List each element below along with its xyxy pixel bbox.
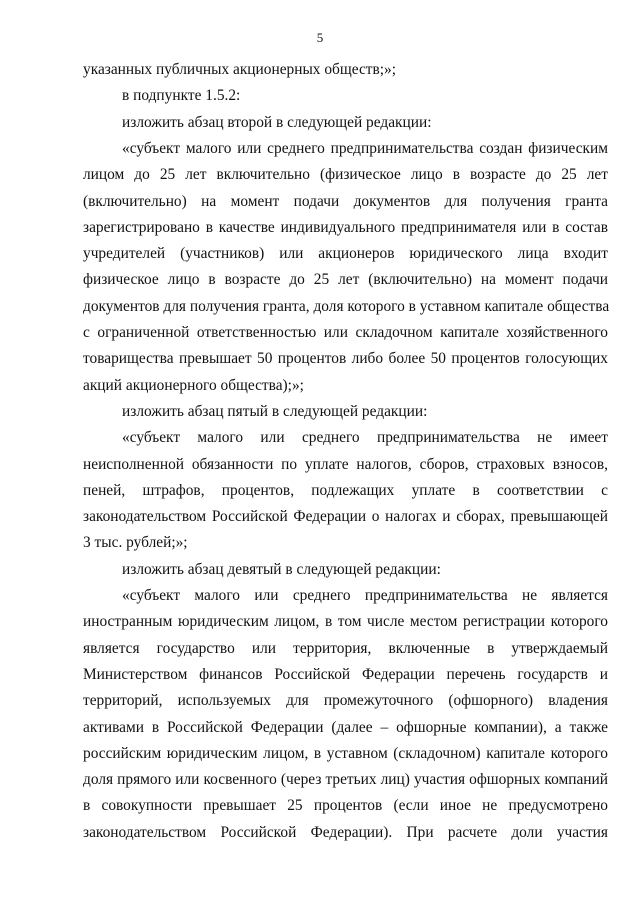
- text-line: акций акционерного общества);»;: [83, 376, 304, 394]
- text-line: доля прямого или косвенного (через третьих лиц) участия офшорных компаний: [83, 771, 608, 789]
- text-line: учредителей (участников) или акционеров юридического лица входит: [83, 245, 608, 263]
- text-line: неисполненной обязанности по уплате налогов, сборов, страховых взносов,: [83, 455, 608, 473]
- text-line: товарищества превышает 50 процентов либо более 50 процентов голосующих: [83, 350, 608, 368]
- text-line: изложить абзац второй в следующей редакции:: [122, 113, 432, 131]
- text-line: активами в Российской Федерации (далее – офшорные компании), а также: [83, 718, 608, 736]
- text-line: пеней, штрафов, процентов, подлежащих уплате в соответствии с: [83, 481, 608, 499]
- text-line: документов для получения гранта, доля которого в уставном капитале общества: [83, 297, 610, 315]
- text-line: «субъект малого или среднего предпринимательства создан физическим: [122, 139, 608, 157]
- text-line: иностранным юридическим лицом, в том числе местом регистрации которого: [83, 613, 608, 631]
- text-line: в подпункте 1.5.2:: [122, 87, 241, 105]
- text-line: физическое лицо в возрасте до 25 лет (включительно) на момент подачи: [83, 271, 608, 289]
- text-line: «субъект малого или среднего предпринимательства не имеет: [122, 429, 608, 447]
- text-line: зарегистрировано в качестве индивидуального предпринимателя или в состав: [83, 218, 608, 236]
- text-line: (включительно) на момент подачи документов для получения гранта: [83, 192, 608, 210]
- text-line: указанных публичных акционерных обществ;»;: [83, 61, 397, 78]
- text-line: лицом до 25 лет включительно (физическое лицо в возрасте до 25 лет: [83, 166, 608, 184]
- text-line: территорий, используемых для промежуточного (офшорного) владения: [83, 692, 608, 710]
- text-line: с ограниченной ответственностью или складочном капитале хозяйственного: [83, 324, 608, 341]
- text-line: российским юридическим лицом, в уставном (складочном) капитале которого: [83, 744, 608, 762]
- text-line: изложить абзац пятый в следующей редакции:: [122, 402, 428, 420]
- text-line: 3 тыс. рублей;»;: [83, 534, 188, 552]
- text-line: законодательством Российской Федерации о налогах и сборах, превышающей: [83, 508, 608, 526]
- text-line: «субъект малого или среднего предпринимательства не является: [122, 587, 608, 604]
- text-line: изложить абзац девятый в следующей редакции:: [122, 560, 441, 578]
- text-line: Министерством финансов Российской Федерации перечень государств и: [83, 665, 608, 683]
- text-line: в совокупности превышает 25 процентов (если иное не предусмотрено: [83, 797, 608, 815]
- text-line: законодательством Российской Федерации). При расчете доли участия: [83, 823, 608, 841]
- page-number: 5: [316, 30, 324, 45]
- text-line: является государство или территория, включенные в утверждаемый: [83, 639, 608, 657]
